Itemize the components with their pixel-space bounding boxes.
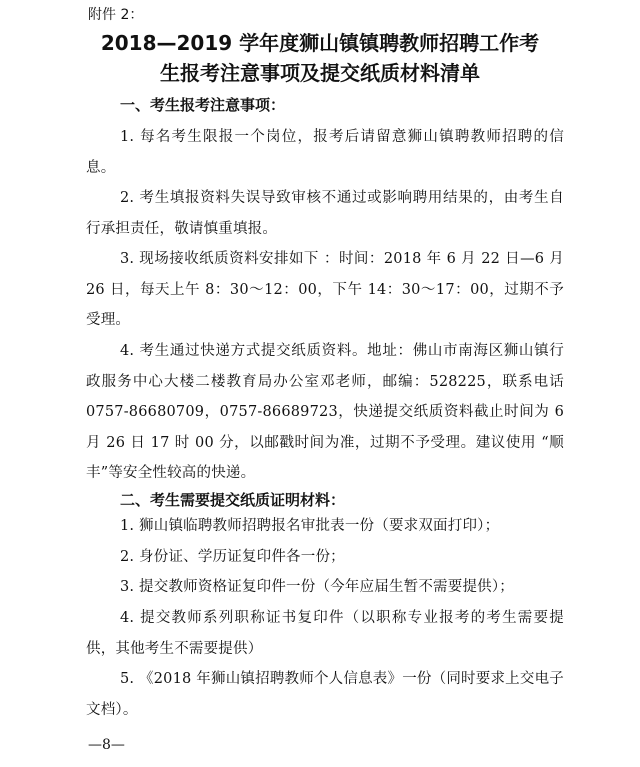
attachment-label: 附件 2： [88, 7, 144, 23]
section-2-item-4: 4. 提交教师系列职称证书复印件（以职称专业报考的考生需要提供，其他考生不需要提供） [86, 610, 564, 657]
section-2-item-5: 5. 《2018 年狮山镇招聘教师个人信息表》一份（同时要求上交电子文档）。 [86, 671, 564, 718]
section-1-item-2: 2. 考生填报资料失误导致审核不通过或影响聘用结果的，由考生自行承担责任，敬请慎重填报。 [86, 190, 564, 237]
page-number: —8— [88, 737, 125, 753]
document-title [60, 28, 580, 88]
section-1-heading: 一、考生报考注意事项： [120, 96, 286, 114]
section-1-item-3: 3. 现场接收纸质资料安排如下 ：时间：2018 年 6 月 22 日—6 月 26 日，每天上午 8：30～12：00，下午 14：30～17：00，过期不予受理。 [86, 251, 564, 328]
section-2-item-3: 3. 提交教师资格证复印件一份（今年应届生暂不需要提供）； [120, 579, 514, 595]
section-2-item-1: 1. 狮山镇临聘教师招聘报名审批表一份（要求双面打印）； [120, 518, 500, 534]
section-2-item-2: 2. 身份证、学历证复印件各一份； [120, 549, 345, 565]
section-1-item-4: 4. 考生通过快递方式提交纸质资料。地址：佛山市南海区狮山镇行政服务中心大楼二楼教育局办公室邓老师，邮编：528225，联系电话 0757-86680709，0757-86689723，快递提交纸质资料截止时间为 6 月 26 日 17 时 00 分，以邮戳时间为准，过期不予受理。建议使用 “顺丰”等安全性较高的快递。 [86, 343, 564, 481]
title-line-1: 2018—2019 学年度狮山镇镇聘教师招聘工作考 [100, 31, 540, 55]
section-2-heading: 二、考生需要提交纸质证明材料： [120, 491, 346, 509]
section-1-item-1: 1. 每名考生限报一个岗位，报考后请留意狮山镇聘教师招聘的信息。 [86, 129, 564, 176]
title-line-2: 生报考注意事项及提交纸质材料清单 [160, 61, 480, 85]
